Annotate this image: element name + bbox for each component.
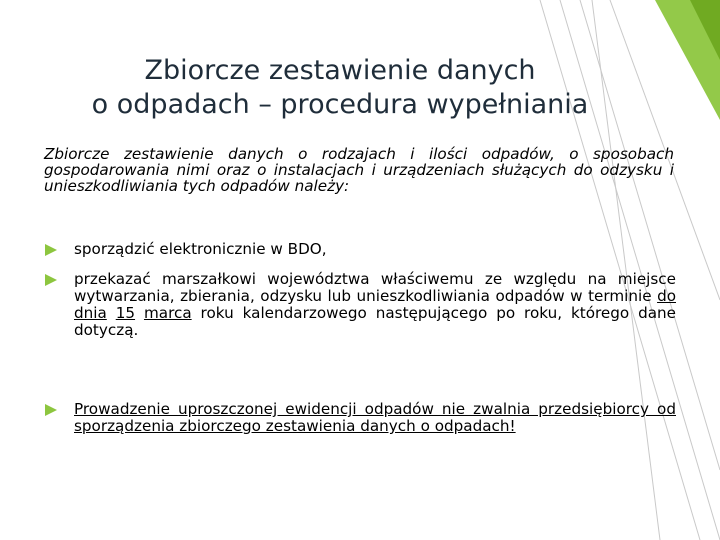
slide-title bbox=[40, 54, 640, 122]
title-line-2: o odpadach – procedura wypełniania bbox=[91, 89, 589, 120]
bullet-text-underlined: Prowadzenie uproszczonej ewidencji odpadów nie zwalnia przedsiębiorcy od sporządzenia zbiorczego zestawienia danych o odpadach! bbox=[74, 400, 676, 435]
bullet-text bbox=[74, 271, 676, 339]
bullet-item-deadline bbox=[44, 271, 676, 339]
bullet-item-note bbox=[44, 401, 676, 435]
deadline-underlined-15: 15 bbox=[115, 304, 136, 322]
deadline-underlined-dnia: dnia bbox=[74, 304, 107, 322]
green-triangle-bullet-icon bbox=[44, 243, 58, 257]
green-corner-shape bbox=[655, 0, 720, 120]
green-corner-shape-dark bbox=[690, 0, 720, 60]
bullet-text-part-1: przekazać marszałkowi województwa właściwemu ze względu na miejsce wytwarzania, zbierania, odzysku lub unieszkodliwiania odpadów w terminie bbox=[74, 270, 676, 305]
green-triangle-bullet-icon bbox=[44, 273, 58, 287]
bullet-text: sporządzić elektronicznie w BDO, bbox=[74, 240, 327, 258]
deadline-underlined-marca: marca bbox=[143, 304, 192, 322]
bullet-text-part-2: roku kalendarzowego następującego po roku, którego dane dotyczą. bbox=[74, 304, 677, 339]
green-triangle-bullet-icon bbox=[44, 403, 58, 417]
bullet-item-bdo bbox=[44, 241, 676, 258]
title-line-1: Zbiorcze zestawienie danych bbox=[144, 55, 536, 86]
intro-paragraph: Zbiorcze zestawienie danych o rodzajach i ilości odpadów, o sposobach gospodarowania nimi oraz o instalacjach i urządzeniach służących do odzysku i unieszkodliwiania tych odpadów należy: bbox=[44, 145, 674, 195]
deadline-underlined-do: do bbox=[657, 287, 676, 305]
